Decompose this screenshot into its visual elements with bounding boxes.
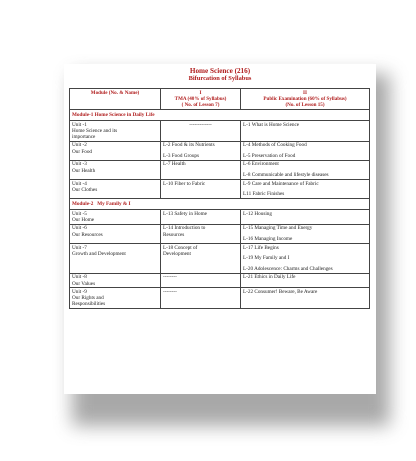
unit-cell: Unit -3 Our Health	[70, 160, 161, 179]
unit-cell: Unit -2 Our Food	[70, 141, 161, 160]
tma-cell: L-18 Concept of Development	[161, 243, 241, 273]
table-row	[70, 224, 370, 243]
header-module: Module (No. & Name)	[70, 89, 161, 110]
unit-cell: Unit -7 Growth and Development	[70, 243, 161, 273]
tma-cell: --------	[161, 288, 241, 309]
tma-cell: -------------	[161, 121, 241, 142]
tma-cell: L-7 Health	[161, 160, 241, 179]
module-row	[70, 109, 370, 120]
pe-cell: L-15 Managing Time and Energy L-16 Managing Income	[241, 224, 370, 243]
table-row	[70, 210, 370, 225]
header-tma: I TMA (40% of Syllabus) ( No. of Lesson 7)	[161, 89, 241, 110]
pe-cell: L-22 Consumer! Beware, Be Aware	[241, 288, 370, 309]
module-row	[70, 199, 370, 210]
unit-cell: Unit -6 Our Resources	[70, 224, 161, 243]
table-row	[70, 288, 370, 309]
table-row	[70, 160, 370, 179]
unit-cell: Unit -5 Our Home	[70, 210, 161, 225]
pe-cell: L-4 Methods of Cooking Food L-5 Preservation of Food	[241, 141, 370, 160]
pe-cell: L-17 Life Begins L-19 My Family and I L-20 Adolescence: Charms and Challenges	[241, 243, 370, 273]
pe-cell: L-12 Housing	[241, 210, 370, 225]
table-row	[70, 141, 370, 160]
unit-cell: Unit -8 Our Values	[70, 273, 161, 288]
document-page	[64, 64, 376, 394]
pe-cell: L-9 Care and Maintenance of Fabric L11 Fabric Finishes	[241, 179, 370, 198]
unit-cell: Unit -4 Our Clothes	[70, 179, 161, 198]
unit-cell: Unit -9 Our Rights and Responsibilities	[70, 288, 161, 309]
unit-cell: Unit -1 Home Science and its importance	[70, 121, 161, 142]
tma-cell: --------	[161, 273, 241, 288]
table-row	[70, 179, 370, 198]
tma-cell: L-2 Food & its Nutrients L-3 Food Groups	[161, 141, 241, 160]
document-title: Home Science (216)	[189, 67, 251, 75]
module-1-title: Module-1 Home Science in Daily Life	[70, 109, 370, 120]
table-header-row	[70, 89, 370, 110]
table-row	[70, 121, 370, 142]
tma-cell: L-10 Fiber to Fabric	[161, 179, 241, 198]
syllabus-table	[69, 88, 370, 309]
pe-cell: L-1 What is Home Science	[241, 121, 370, 142]
pe-cell: L-21 Ethics in Daily Life	[241, 273, 370, 288]
table-row	[70, 243, 370, 273]
table-row	[70, 273, 370, 288]
module-2-title: Module-2 My Family & I	[70, 199, 370, 210]
pe-cell: L-6 Environment L-8 Communicable and lifestyle diseases	[241, 160, 370, 179]
tma-cell: L-13 Safety in Home	[161, 210, 241, 225]
header-public-exam: II Public Examination (60% of Syllabus) (No. of Lesson 15)	[241, 89, 370, 110]
document-subtitle: Bifurcation of Syllabus	[188, 75, 252, 82]
tma-cell: L-14 Introduction to Resources	[161, 224, 241, 243]
